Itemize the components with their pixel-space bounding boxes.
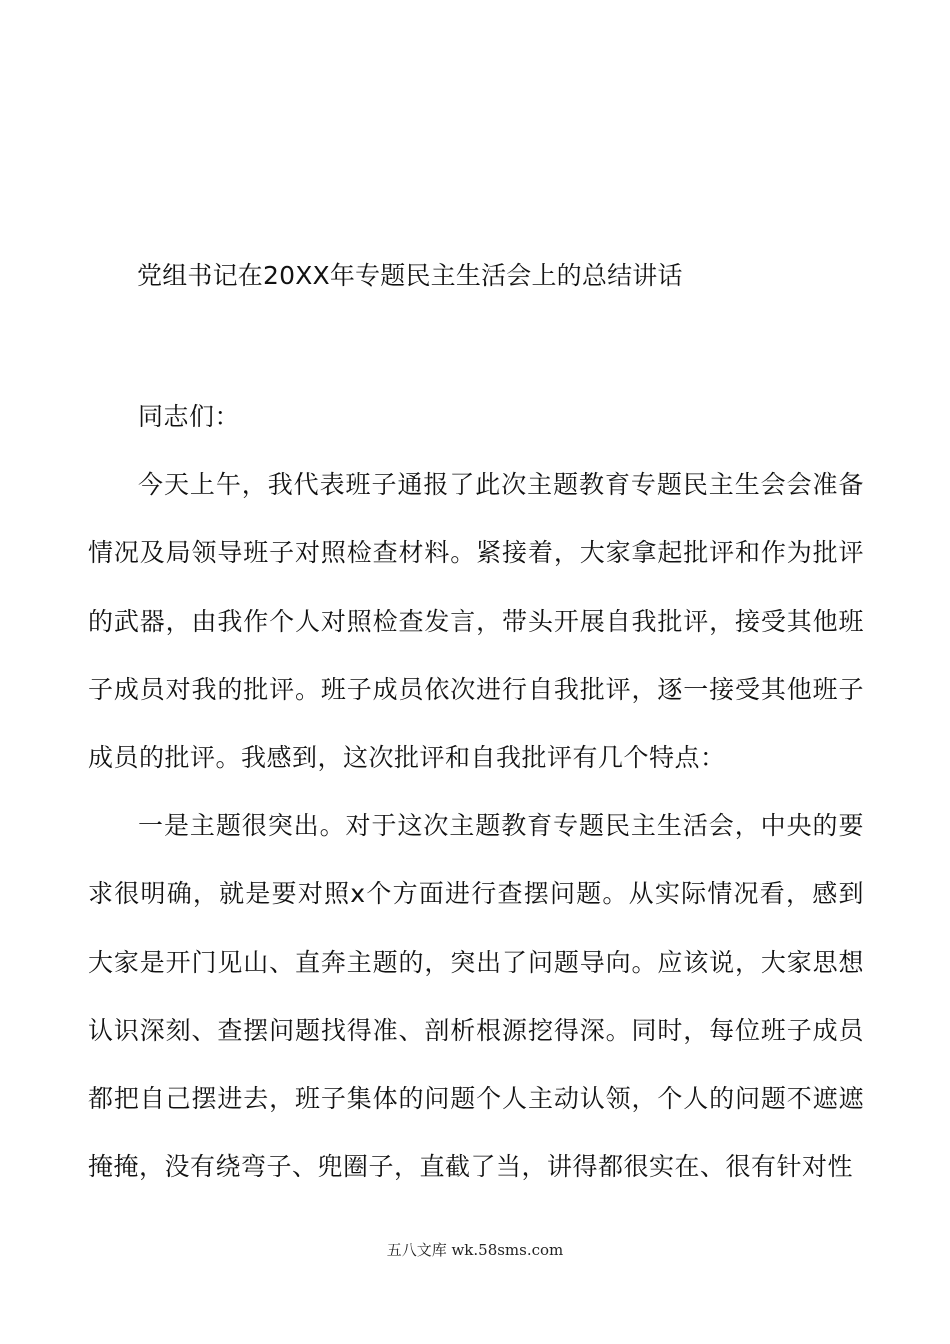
document-title: 党组书记在20XX年专题民主生活会上的总结讲话 xyxy=(137,261,683,290)
paragraph: 一是主题很突出。对于这次主题教育专题民主生活会，中央的要求很明确，就是要对照x个方面进行查摆问题。从实际情况看，感到大家是开门见山、直奔主题的，突出了问题导向。应该说，大家思想认识深刻、查摆问题找得准、剖析根源挖得深。同时，每位班子成员都把自己摆进去，班子集体的问题个人主动认领，个人的问题不遮遮掩掩，没有绕弯子、兜圈子，直截了当，讲得都很实在、很有针对性 xyxy=(88,811,864,1182)
document-body xyxy=(88,383,864,1201)
salutation: 同志们： xyxy=(138,402,241,431)
footer-watermark: 五八文库 wk.58sms.com xyxy=(386,1241,564,1259)
paragraph: 今天上午，我代表班子通报了此次主题教育专题民主生会会准备情况及局领导班子对照检查材料。紧接着，大家拿起批评和作为批评的武器，由我作个人对照检查发言，带头开展自我批评，接受其他班子成员对我的批评。班子成员依次进行自我批评，逐一接受其他班子成员的批评。我感到，这次批评和自我批评有几个特点： xyxy=(88,470,864,773)
